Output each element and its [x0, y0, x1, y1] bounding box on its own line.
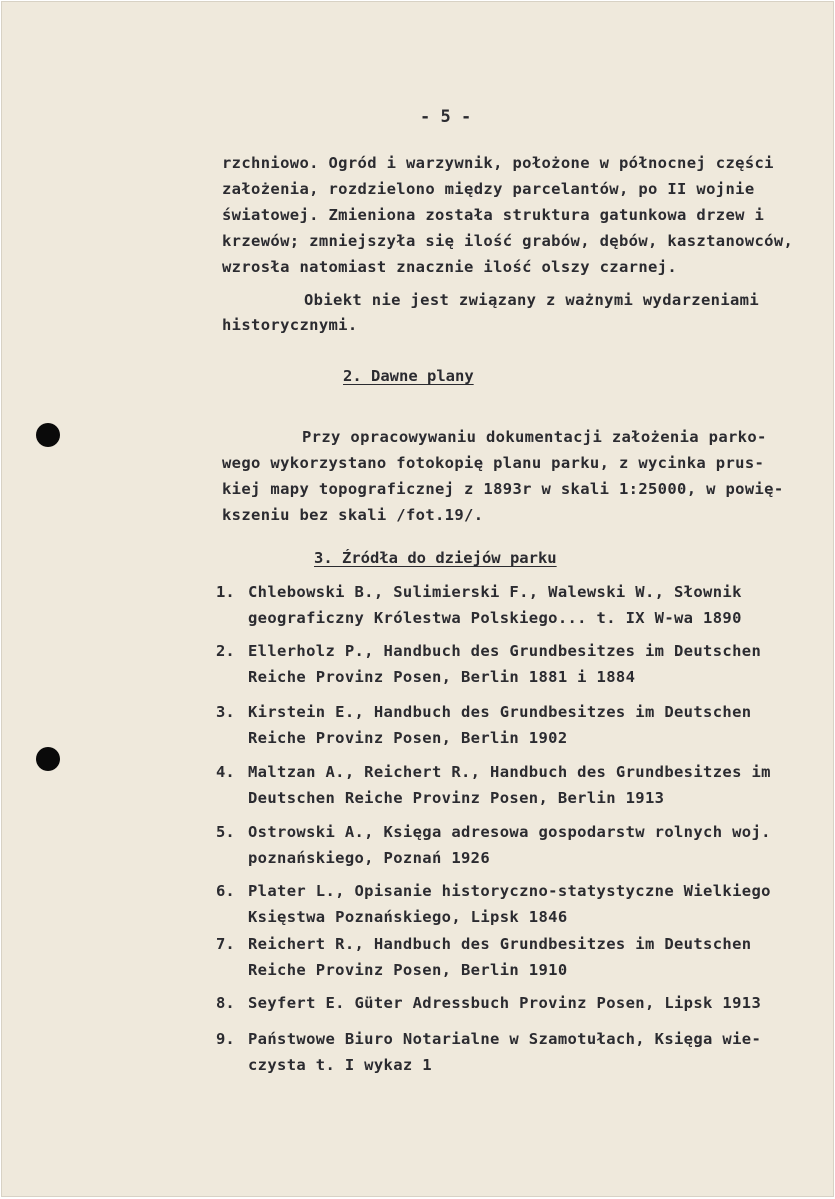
- item-number: 6.: [216, 882, 235, 900]
- item-number: 4.: [216, 763, 235, 781]
- punch-hole: [36, 747, 60, 771]
- item-line: Reiche Provinz Posen, Berlin 1910: [248, 961, 568, 979]
- item-line: geograficzny Królestwa Polskiego... t. IX W-wa 1890: [248, 609, 742, 627]
- text-line: wego wykorzystano fotokopię planu parku, z wycinka prus-: [222, 454, 765, 472]
- item-line: Reichert R., Handbuch des Grundbesitzes im Deutschen: [248, 935, 752, 953]
- item-number: 3.: [216, 703, 235, 721]
- page-number: - 5 -: [420, 107, 472, 127]
- text-line: Obiekt nie jest związany z ważnymi wydarzeniami: [304, 291, 760, 309]
- item-line: czysta t. I wykaz 1: [248, 1056, 432, 1074]
- item-number: 8.: [216, 994, 235, 1012]
- item-line: Państwowe Biuro Notarialne w Szamotułach, Księga wie-: [248, 1030, 762, 1048]
- text-line: kiej mapy topograficznej z 1893r w skali 1:25000, w powię-: [222, 480, 784, 498]
- item-line: Reiche Provinz Posen, Berlin 1881 i 1884: [248, 668, 636, 686]
- punch-hole: [36, 423, 60, 447]
- item-number: 1.: [216, 583, 235, 601]
- item-line: Seyfert E. Güter Adressbuch Provinz Posen, Lipsk 1913: [248, 994, 762, 1012]
- item-number: 5.: [216, 823, 235, 841]
- text-line: rzchniowo. Ogród i warzywnik, położone w północnej części: [222, 154, 774, 172]
- item-line: Ostrowski A., Księga adresowa gospodarstw rolnych woj.: [248, 823, 771, 841]
- item-line: Reiche Provinz Posen, Berlin 1902: [248, 729, 568, 747]
- item-number: 7.: [216, 935, 235, 953]
- item-number: 9.: [216, 1030, 235, 1048]
- item-number: 2.: [216, 642, 235, 660]
- text-line: wzrosła natomiast znacznie ilość olszy czarnej.: [222, 258, 678, 276]
- section-heading-zrodla: 3. Źródła do dziejów parku: [314, 549, 557, 567]
- text-line: historycznymi.: [222, 316, 358, 334]
- text-line: założenia, rozdzielono między parcelantów, po II wojnie: [222, 180, 755, 198]
- text-line: Przy opracowywaniu dokumentacji założenia parko-: [302, 428, 767, 446]
- section-heading-dawne-plany: 2. Dawne plany: [343, 367, 474, 385]
- item-line: Księstwa Poznańskiego, Lipsk 1846: [248, 908, 568, 926]
- text-line: kszeniu bez skali /fot.19/.: [222, 506, 484, 524]
- item-line: Ellerholz P., Handbuch des Grundbesitzes im Deutschen: [248, 642, 762, 660]
- item-line: Kirstein E., Handbuch des Grundbesitzes im Deutschen: [248, 703, 752, 721]
- text-line: krzewów; zmniejszyła się ilość grabów, dębów, kasztanowców,: [222, 232, 794, 250]
- item-line: poznańskiego, Poznań 1926: [248, 849, 491, 867]
- document-page: [1, 1, 834, 1197]
- item-line: Chlebowski B., Sulimierski F., Walewski W., Słownik: [248, 583, 742, 601]
- text-line: światowej. Zmieniona została struktura gatunkowa drzew i: [222, 206, 765, 224]
- item-line: Plater L., Opisanie historyczno-statystyczne Wielkiego: [248, 882, 771, 900]
- item-line: Deutschen Reiche Provinz Posen, Berlin 1913: [248, 789, 665, 807]
- item-line: Maltzan A., Reichert R., Handbuch des Grundbesitzes im: [248, 763, 771, 781]
